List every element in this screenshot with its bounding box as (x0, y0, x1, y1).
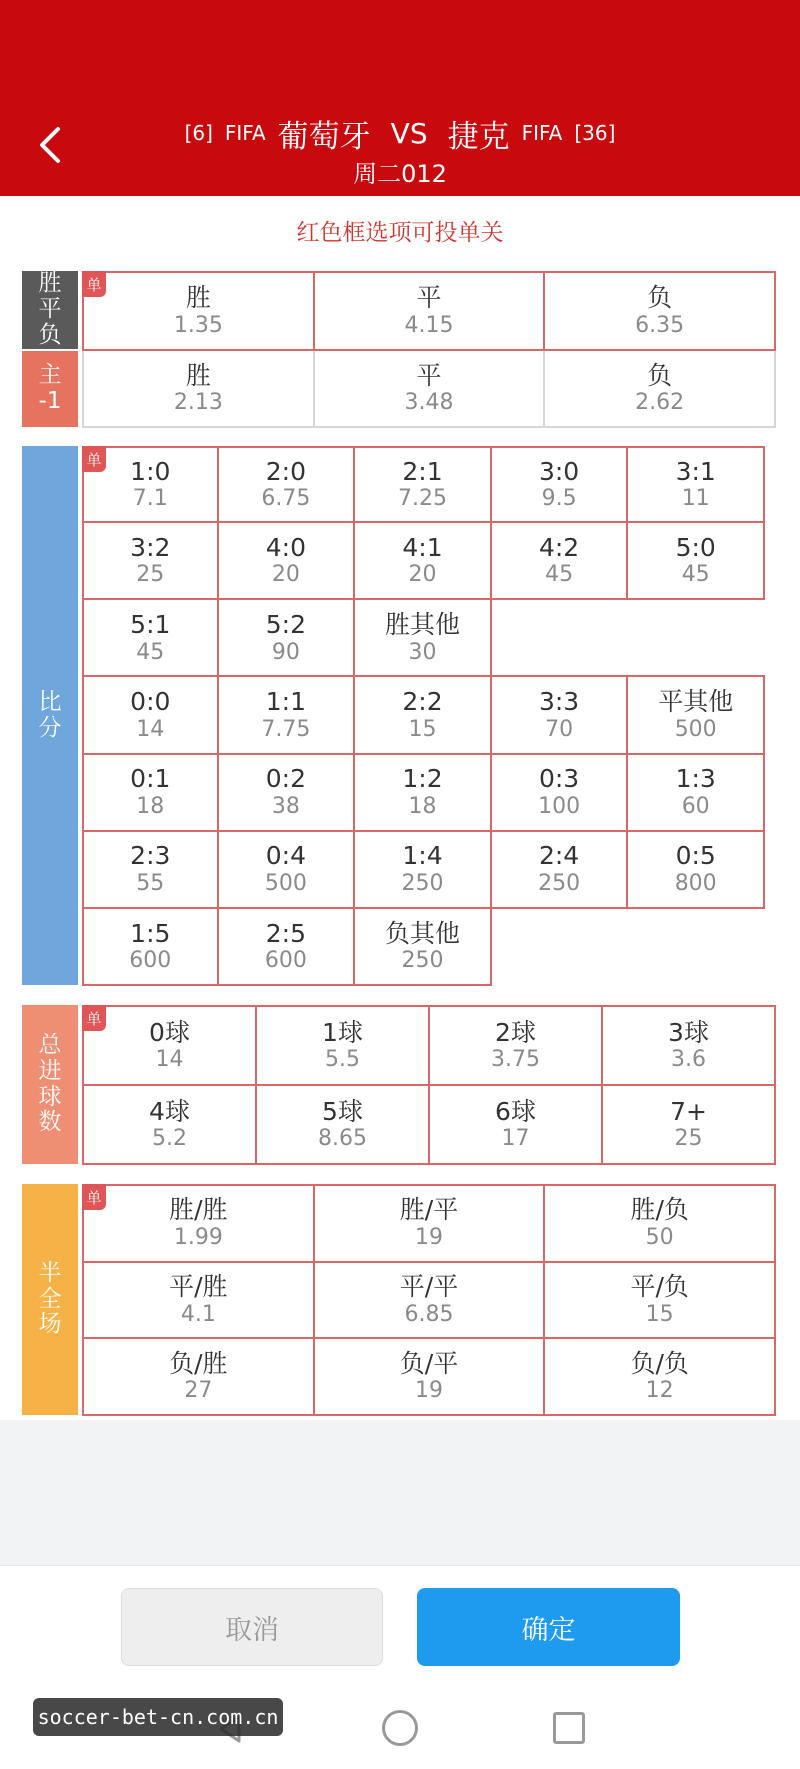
halffull-option[interactable] (315, 1263, 546, 1340)
option-odds: 3.75 (491, 1047, 540, 1073)
option-odds: 14 (136, 716, 165, 742)
home-league: FIFA (224, 121, 266, 145)
halffull-option[interactable] (84, 1339, 315, 1416)
spf-label-char: 负 (38, 321, 62, 348)
option-name: 4:1 (402, 532, 443, 562)
option-odds: 600 (264, 948, 307, 974)
spf-option[interactable] (315, 273, 546, 351)
option-odds: 5.5 (325, 1047, 360, 1073)
halffull-label-char: 半 (38, 1259, 62, 1286)
option-name: 0:1 (130, 764, 171, 794)
option-odds: 50 (645, 1224, 674, 1250)
option-odds: 17 (501, 1126, 530, 1152)
option-odds: 70 (545, 716, 574, 742)
option-name: 0:5 (675, 841, 716, 871)
score-option[interactable] (219, 446, 356, 523)
score-label-char: 分 (38, 714, 62, 741)
option-name: 2:5 (265, 918, 306, 948)
option-odds: 2.13 (173, 390, 223, 416)
half-full-grid (82, 1184, 776, 1416)
option-name: 3:0 (538, 456, 580, 486)
score-option[interactable] (355, 677, 492, 754)
option-name: 负 (647, 360, 673, 390)
halffull-option[interactable] (545, 1263, 776, 1340)
option-name: 2:0 (265, 456, 306, 486)
single-badge: 单 (82, 1184, 106, 1210)
option-name: 0:4 (265, 841, 306, 871)
option-odds: 250 (401, 948, 444, 974)
halffull-option[interactable] (545, 1339, 776, 1416)
option-name: 7+ (670, 1096, 707, 1126)
score-option[interactable] (82, 832, 219, 909)
confirm-button[interactable]: 确定 (417, 1588, 680, 1666)
score-option[interactable] (355, 600, 492, 677)
total-goals-grid (82, 1005, 776, 1165)
goals-option[interactable] (430, 1007, 603, 1086)
handicap-option[interactable] (545, 351, 776, 428)
halffull-option[interactable] (315, 1186, 546, 1263)
score-option[interactable] (355, 523, 492, 600)
option-odds: 9.5 (541, 486, 577, 512)
score-option[interactable] (82, 909, 219, 986)
away-rank: [36] (574, 121, 616, 145)
goals-option[interactable] (603, 1086, 776, 1165)
option-name: 负/胜 (169, 1348, 228, 1378)
goals-option[interactable] (84, 1007, 257, 1086)
score-label-char: 比 (38, 688, 62, 715)
option-odds: 800 (674, 870, 717, 896)
option-odds: 250 (401, 870, 444, 896)
option-odds: 15 (645, 1301, 674, 1327)
option-odds: 19 (414, 1224, 443, 1250)
halffull-option[interactable] (84, 1186, 315, 1263)
goals-option[interactable] (603, 1007, 776, 1086)
score-option[interactable] (219, 909, 356, 986)
option-odds: 6.85 (404, 1301, 454, 1327)
score-option[interactable] (628, 677, 765, 754)
option-name: 5:0 (675, 532, 716, 562)
score-option[interactable] (355, 755, 492, 832)
goals-option[interactable] (84, 1086, 257, 1165)
option-name: 3:2 (130, 532, 171, 562)
score-option[interactable] (492, 523, 629, 600)
option-name: 0球 (149, 1017, 190, 1047)
score-option[interactable] (355, 446, 492, 523)
option-name: 5球 (322, 1096, 363, 1126)
option-odds: 27 (184, 1378, 213, 1404)
option-odds: 8.65 (318, 1126, 367, 1152)
score-option[interactable] (492, 446, 629, 523)
option-odds: 14 (155, 1047, 184, 1073)
option-odds: 11 (681, 486, 710, 512)
option-name: 1:1 (265, 687, 306, 717)
option-odds: 90 (271, 639, 300, 665)
goals-option[interactable] (257, 1007, 430, 1086)
score-option[interactable] (219, 523, 356, 600)
option-odds: 19 (414, 1378, 443, 1404)
option-odds: 1.99 (173, 1224, 223, 1250)
home-team: 葡萄牙 (277, 118, 371, 155)
option-name: 1:2 (402, 764, 443, 794)
option-name: 4:0 (265, 532, 306, 562)
halffull-option[interactable] (545, 1186, 776, 1263)
handicap-option[interactable] (84, 351, 315, 428)
score-option[interactable] (492, 832, 629, 909)
empty-cell (492, 909, 629, 986)
content-bottom-band (0, 1420, 800, 1565)
option-odds: 45 (545, 562, 574, 588)
handicap-label-char: -1 (38, 388, 62, 414)
option-odds: 25 (136, 562, 165, 588)
option-odds: 18 (136, 793, 165, 819)
spf-option[interactable] (84, 273, 315, 351)
option-name: 2:1 (402, 456, 443, 486)
option-odds: 3.48 (404, 390, 454, 416)
option-odds: 7.25 (398, 486, 447, 512)
option-name: 1:4 (402, 841, 443, 871)
score-option[interactable] (492, 755, 629, 832)
square-recent-icon[interactable] (553, 1712, 585, 1744)
option-odds: 250 (538, 870, 581, 896)
option-name: 胜 (185, 283, 211, 313)
option-odds: 100 (538, 793, 581, 819)
option-name: 1:5 (130, 918, 171, 948)
option-name: 0:0 (130, 687, 171, 717)
option-name: 平/平 (399, 1272, 459, 1302)
option-odds: 2.62 (635, 390, 685, 416)
score-option[interactable] (355, 909, 492, 986)
score-option[interactable] (82, 600, 219, 677)
halffull-option[interactable] (315, 1339, 546, 1416)
option-odds: 60 (681, 793, 710, 819)
option-name: 平其他 (658, 687, 734, 717)
handicap-label (22, 351, 78, 427)
option-name: 5:2 (265, 610, 306, 639)
option-odds: 6.75 (261, 486, 311, 512)
option-name: 平 (416, 283, 442, 313)
option-odds: 500 (674, 716, 717, 742)
goals-label-char: 进 (38, 1057, 62, 1084)
option-name: 4:2 (538, 532, 580, 562)
header-bar (0, 0, 800, 196)
option-name: 平 (416, 360, 442, 390)
option-name: 3:1 (675, 456, 716, 486)
option-name: 3球 (668, 1017, 709, 1047)
total-goals-label (22, 1005, 78, 1164)
spf-label (22, 271, 78, 349)
handicap-grid (82, 351, 776, 428)
empty-cell (628, 600, 765, 677)
option-name: 2:4 (538, 841, 580, 871)
option-name: 1:0 (130, 456, 171, 486)
score-option[interactable] (219, 832, 356, 909)
score-option[interactable] (82, 755, 219, 832)
option-odds: 5.2 (152, 1126, 187, 1152)
empty-cell (628, 909, 765, 986)
option-odds: 3.6 (671, 1047, 706, 1073)
halffull-label-char: 全 (38, 1285, 62, 1312)
option-name: 平/胜 (169, 1272, 228, 1302)
option-odds: 20 (408, 562, 437, 588)
option-name: 6球 (495, 1096, 536, 1126)
goals-option[interactable] (430, 1086, 603, 1165)
option-odds: 12 (645, 1378, 674, 1404)
option-odds: 45 (681, 562, 710, 588)
single-badge: 单 (82, 446, 106, 472)
option-name: 胜/胜 (169, 1195, 228, 1225)
score-option[interactable] (355, 832, 492, 909)
option-name: 2球 (495, 1017, 536, 1047)
option-name: 平/负 (630, 1272, 689, 1302)
halffull-option[interactable] (84, 1263, 315, 1340)
option-name: 胜/平 (399, 1195, 459, 1225)
score-option[interactable] (628, 832, 765, 909)
away-team: 捷克 (447, 118, 510, 155)
option-odds: 6.35 (635, 312, 685, 338)
option-odds: 38 (271, 793, 300, 819)
option-odds: 1.35 (173, 312, 223, 338)
half-full-label (22, 1184, 78, 1415)
single-badge: 单 (82, 271, 106, 297)
vs-text: VS (390, 116, 428, 150)
handicap-option[interactable] (315, 351, 546, 428)
option-name: 负/平 (399, 1348, 459, 1378)
single-bet-notice: 红色框选项可投单关 (296, 220, 504, 246)
option-odds: 4.1 (180, 1301, 216, 1327)
option-odds: 45 (136, 639, 165, 665)
score-option[interactable] (82, 677, 219, 754)
circle-home-icon[interactable] (382, 1710, 418, 1746)
score-label (22, 446, 78, 985)
option-odds: 25 (674, 1126, 703, 1152)
score-option[interactable] (219, 755, 356, 832)
handicap-label-char: 主 (38, 362, 62, 389)
option-name: 胜/负 (630, 1195, 689, 1225)
score-option[interactable] (492, 677, 629, 754)
option-name: 负其他 (384, 918, 460, 948)
option-name: 胜 (185, 360, 211, 390)
score-grid (82, 446, 765, 986)
option-odds: 15 (408, 716, 437, 742)
option-odds: 4.15 (404, 312, 454, 338)
score-option[interactable] (628, 755, 765, 832)
option-name: 2:2 (402, 687, 443, 717)
option-name: 5:1 (130, 610, 171, 639)
option-name: 1球 (322, 1017, 363, 1047)
match-time: 周二012 (353, 160, 447, 188)
watermark: soccer-bet-cn.com.cn (33, 1698, 283, 1736)
option-odds: 30 (408, 639, 437, 665)
empty-cell (492, 600, 629, 677)
option-odds: 7.75 (261, 716, 311, 742)
away-league: FIFA (521, 121, 563, 145)
option-name: 胜其他 (384, 610, 460, 639)
option-name: 0:3 (538, 764, 580, 794)
option-name: 负 (647, 283, 673, 313)
single-badge: 单 (82, 1005, 106, 1031)
option-odds: 20 (271, 562, 300, 588)
spf-option[interactable] (545, 273, 776, 351)
option-odds: 500 (264, 870, 307, 896)
score-option[interactable] (628, 446, 765, 523)
score-option[interactable] (219, 600, 356, 677)
cancel-button[interactable]: 取消 (121, 1588, 383, 1666)
spf-label-char: 胜 (38, 270, 62, 297)
option-odds: 18 (408, 793, 437, 819)
option-name: 4球 (149, 1096, 190, 1126)
score-option[interactable] (219, 677, 356, 754)
score-option[interactable] (628, 523, 765, 600)
option-name: 2:3 (130, 841, 171, 871)
match-title (0, 110, 800, 156)
option-odds: 7.1 (132, 486, 168, 512)
option-name: 3:3 (538, 687, 580, 717)
halffull-label-char: 场 (38, 1311, 62, 1338)
spf-label-char: 平 (38, 296, 62, 323)
spf-grid (82, 271, 776, 351)
score-option[interactable] (82, 523, 219, 600)
option-name: 1:3 (675, 764, 716, 794)
goals-label-char: 球 (38, 1083, 62, 1110)
home-rank: [6] (184, 121, 213, 145)
goals-label-char: 总 (38, 1032, 62, 1058)
option-odds: 55 (136, 870, 165, 896)
option-odds: 600 (129, 948, 172, 974)
goals-label-char: 数 (38, 1109, 62, 1136)
option-name: 0:2 (265, 764, 306, 794)
option-name: 负/负 (630, 1348, 689, 1378)
goals-option[interactable] (257, 1086, 430, 1165)
